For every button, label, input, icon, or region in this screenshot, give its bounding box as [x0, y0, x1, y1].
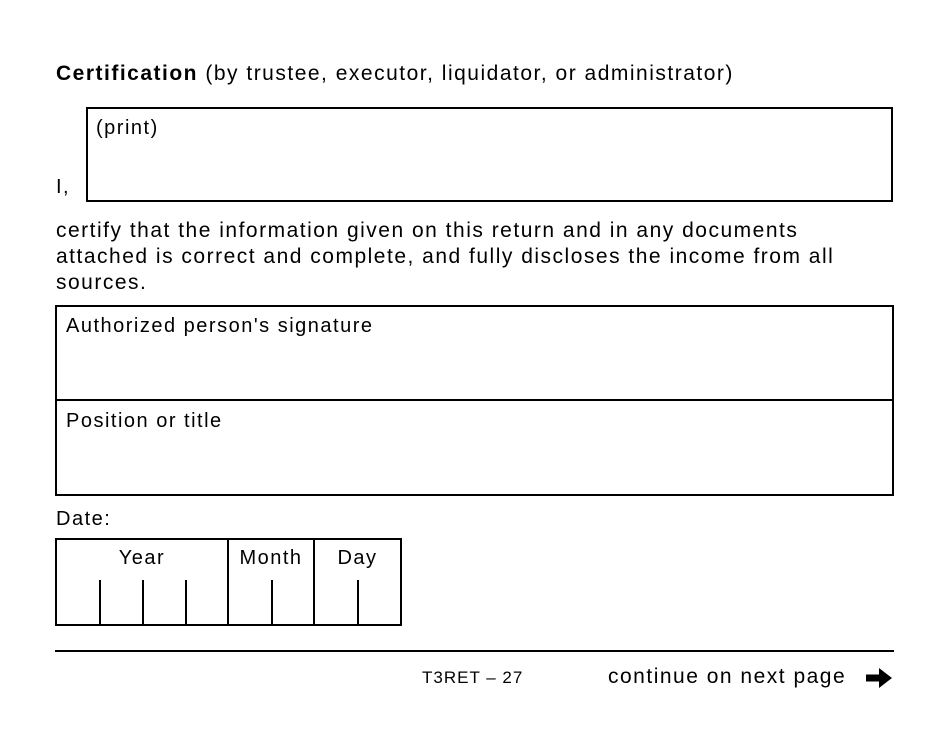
certification-heading — [56, 62, 734, 86]
date-day-label: Day — [337, 547, 378, 569]
authorized-signature-label: Authorized person's signature — [66, 315, 374, 337]
year-digit-divider — [99, 580, 101, 624]
year-digit-divider — [142, 580, 144, 624]
continue-label: continue on next page — [608, 665, 847, 688]
date-label: Date: — [56, 508, 112, 530]
i-label: I, — [56, 176, 71, 198]
signature-box — [55, 305, 894, 496]
page-number: T3RET – 27 — [422, 668, 524, 687]
footer-divider — [55, 650, 894, 652]
certification-statement: certify that the information given on this return and in any documents attached is correct and complete, and fully discloses the income from all sources. — [56, 219, 835, 294]
year-digit-divider — [185, 580, 187, 624]
print-label: (print) — [96, 117, 159, 139]
date-year-field[interactable] — [57, 540, 229, 624]
arrow-right-icon — [864, 666, 894, 690]
position-title-label: Position or title — [66, 410, 223, 432]
date-year-label: Year — [118, 547, 166, 569]
certification-title: Certification — [56, 62, 199, 85]
date-day-field[interactable] — [315, 540, 400, 624]
date-month-label: Month — [239, 547, 303, 569]
date-month-field[interactable] — [229, 540, 315, 624]
month-digit-divider — [271, 580, 273, 624]
position-title-field[interactable] — [57, 402, 892, 496]
print-name-field[interactable] — [86, 107, 893, 202]
authorized-signature-field[interactable] — [57, 307, 892, 401]
certification-subtitle: (by trustee, executor, liquidator, or administrator) — [198, 62, 734, 85]
date-field — [55, 538, 402, 626]
day-digit-divider — [357, 580, 359, 624]
